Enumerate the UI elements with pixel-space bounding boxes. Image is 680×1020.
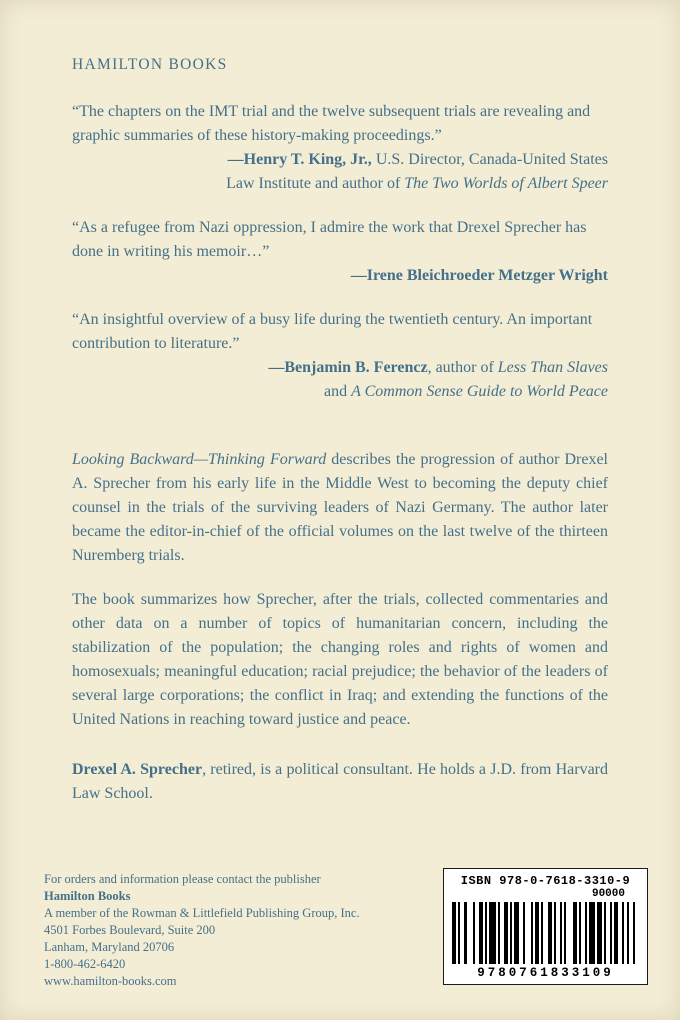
attribution-line: [72, 356, 608, 380]
quote-attribution-2: [72, 264, 608, 288]
synopsis-text: describes the progression of author Drexel A. Sprecher from his early life in the Middle West to becoming the deputy chief counsel in the trials of the surviving leaders of Nazi Germany. The author later became the editor-in-chief of the official volumes on the last twelve of the thirteen Nuremberg trials.: [72, 451, 608, 564]
attribution-book-title: Less Than Slaves: [497, 359, 608, 376]
barcode-digits: 9780761833109: [477, 966, 614, 980]
attribution-book-title: A Common Sense Guide to World Peace: [351, 383, 608, 400]
publisher-group-line: A member of the Rowman & Littlefield Publishing Group, Inc.: [44, 906, 360, 920]
author-name: Drexel A. Sprecher: [72, 761, 203, 778]
quote-text-1: “The chapters on the IMT trial and the twelve subsequent trials are revealing and graphic summaries of these history-making proceedings.”: [72, 103, 591, 144]
website-url: www.hamilton-books.com: [44, 974, 177, 988]
attribution-line: [72, 148, 608, 172]
publisher-name: Hamilton Books: [44, 889, 131, 903]
synopsis-paragraph-1: [72, 448, 608, 568]
isbn-number: ISBN 978-0-7618-3310-9: [460, 874, 631, 888]
author-bio: [72, 758, 608, 806]
attribution-line: [72, 172, 608, 196]
attribution-role: Law Institute and author of: [226, 175, 405, 192]
barcode-price-code: 90000: [591, 888, 625, 900]
address-street: 4501 Forbes Boulevard, Suite 200: [44, 923, 216, 937]
contact-intro-line: For orders and information please contact the publisher: [44, 872, 321, 886]
attribution-book-title: The Two Worlds of Albert Speer: [404, 175, 608, 192]
quote-block-1: [72, 100, 608, 196]
quote-block-2: [72, 216, 608, 288]
attribution-line: [72, 380, 608, 404]
author-bio-text: , retired, is a political consultant. He holds a J.D. from Harvard Law School.: [72, 761, 608, 802]
phone-number: 1-800-462-6420: [44, 957, 126, 971]
synopsis-paragraph-2: The book summarizes how Sprecher, after the trials, collected commentaries and other data on a number of topics of humanitarian concern, including the stabilization of the population; the changing roles and rights of women and homosexuals; meaningful education; racial prejudice; the behavior of the leaders of several large corporations; the conflict in Iraq; and extending the functions of the United Nations in reaching toward justice and peace.: [72, 591, 608, 728]
attribution-name: —Benjamin B. Ferencz: [268, 359, 428, 376]
barcode: [443, 868, 648, 985]
publisher-header: HAMILTON BOOKS: [72, 56, 228, 73]
quote-block-3: [72, 308, 608, 404]
attribution-name: —Henry T. King, Jr.,: [227, 151, 372, 168]
book-title: Looking Backward—Thinking Forward: [72, 451, 327, 468]
quote-text-2: “As a refugee from Nazi oppression, I admire the work that Drexel Sprecher has done in writing his memoir…”: [72, 219, 587, 260]
attribution-name: —Irene Bleichroeder Metzger Wright: [350, 267, 608, 284]
quote-attribution-1: [72, 148, 608, 196]
attribution-role: , author of: [427, 359, 498, 376]
address-city: Lanham, Maryland 20706: [44, 940, 175, 954]
quote-attribution-3: [72, 356, 608, 404]
publisher-contact-block: [44, 871, 360, 990]
attribution-role: and: [324, 383, 352, 400]
quote-text-3: “An insightful overview of a busy life during the twentieth century. An important contribution to literature.”: [72, 311, 593, 352]
attribution-line: [72, 264, 608, 288]
barcode-bars: [452, 902, 639, 964]
attribution-role: U.S. Director, Canada-United States: [371, 151, 608, 168]
